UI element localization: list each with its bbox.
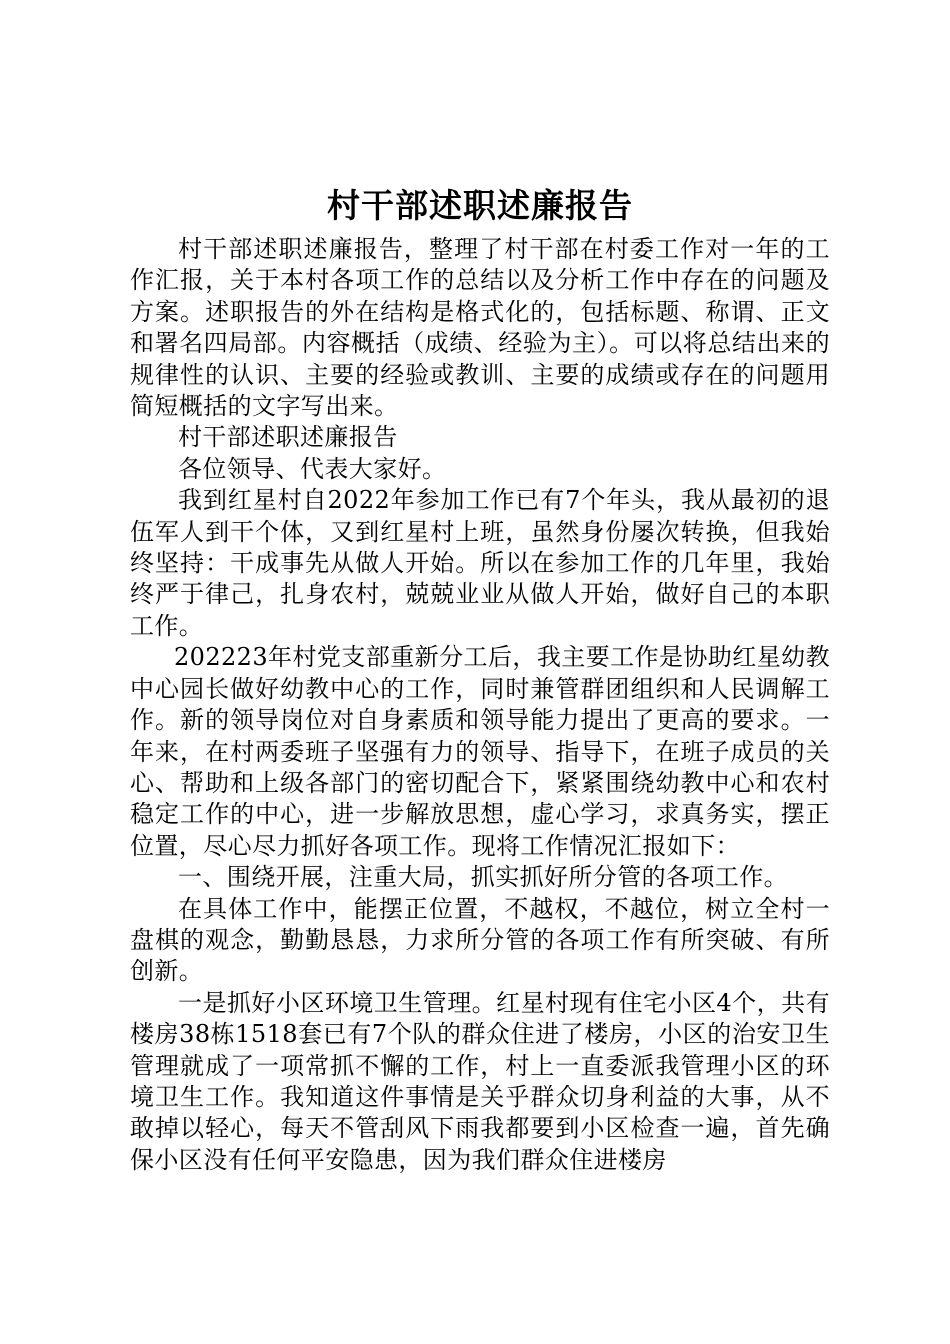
community-sanitation-paragraph: 一是抓好小区环境卫生管理。红星村现有住宅小区4个，共有楼房38栋1518套已有7个队的群众住进了楼房，小区的治安卫生管理就成了一项常抓不懈的工作，村上一直委派我管理小区的环境卫生工作。我知道这件事情是关乎群众切身利益的大事，从不敢掉以轻心，每天不管刮风下雨我都要到小区检查一遍，首先确保小区没有任何平安隐患，因为我们群众住进楼房 bbox=[130, 988, 830, 1174]
salutation-line: 各位领导、代表大家好。 bbox=[178, 454, 447, 483]
document-page bbox=[130, 178, 830, 1176]
duties-paragraph: 202223年村党支部重新分工后，我主要工作是协助红星幼教中心园长做好幼教中心的工作，同时兼管群团组织和人民调解工作。新的领导岗位对自身素质和领导能力提出了更高的要求。一年来，在村两委班子坚强有力的领导、指导下，在班子成员的关心、帮助和上级各部门的密切配合下，紧紧围绕幼教中心和农村稳定工作的中心，进一步解放思想，虚心学习，求真务实，摆正位置，尽心尽力抓好各项工作。现将工作情况汇报如下： bbox=[130, 643, 830, 860]
report-heading-line: 村干部述职述廉报告 bbox=[178, 423, 398, 452]
section-heading-1: 一、围绕开展，注重大局，抓实抓好所分管的各项工作。 bbox=[178, 863, 788, 892]
work-attitude-paragraph: 在具体工作中，能摆正位置，不越权，不越位，树立全村一盘棋的观念，勤勤恳恳，力求所分管的各项工作有所突破、有所创新。 bbox=[130, 894, 830, 986]
document-title: 村干部述职述廉报告 bbox=[327, 186, 633, 225]
background-paragraph: 我到红星村自2022年参加工作已有7个年头，我从最初的退伍军人到干个体，又到红星村上班，虽然身份屡次转换，但我始终坚持：干成事先从做人开始。所以在参加工作的几年里，我始终严于律己，扎身农村，兢兢业业从做人开始，做好自己的本职工作。 bbox=[130, 486, 830, 640]
intro-paragraph: 村干部述职述廉报告，整理了村干部在村委工作对一年的工作汇报，关于本村各项工作的总结以及分析工作中存在的问题及方案。述职报告的外在结构是格式化的，包括标题、称谓、正文和署名四局部。内容概括（成绩、经验为主）。可以将总结出来的规律性的认识、主要的经验或教训、主要的成绩或存在的问题用简短概括的文字写出来。 bbox=[130, 235, 830, 421]
